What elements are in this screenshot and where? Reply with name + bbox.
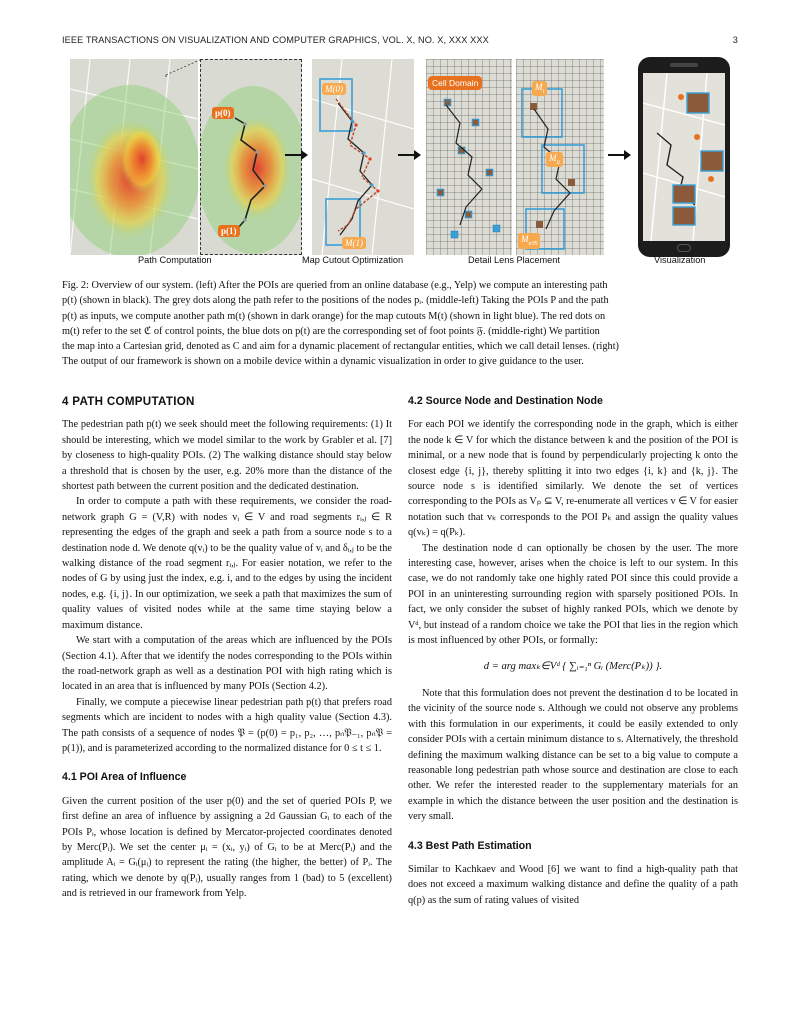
subsection-heading-source-destination: 4.2 Source Node and Destination Node (408, 395, 603, 407)
phone-visualization-image (643, 73, 725, 241)
tag-mnm: $M_{n𝔐}$ (518, 233, 540, 249)
label-visualization: Visualization (654, 255, 706, 265)
paragraph-requirements: The pedestrian path p(t) we seek should meet the following requirements: (1) It should be interesting, which we model similar to the work by Grabler et al. [7] by closeness to high-quality POIs. (2) The walking distance should stay below a threshold that is chosen by the user, e.g. 20% more than the distance of the shortest path between the current position and the dedicated destination. (62, 419, 392, 493)
tag-mnm-letter: M (521, 234, 529, 244)
paragraph-corresponding-node: For each POI we identify the corresponding node in the graph, which is either the node k ∈ V for which the distance between k and the position of the POI is minimal, or a new node that is found by perpendicularly projecting k onto the closest edge {i, j}, thereby splitting it into two edges {i, k} and {k, j}. The source node s is identified similarly. We denote the set of vertices corresponding to the POIs as Vₚ ⊆ V, re-enumerate all vertices v ∈ V for easier notation such that vₖ corresponds to the POI Pₖ and assign the quality values q(vₖ) = q(Pₖ). (408, 419, 738, 539)
caption-line-2: p(t) (shown in black). The grey dots along the path refer to the positions of the nodes pᵢ. (middle-left) Taking the POIs P and the path (62, 295, 609, 307)
equation-destination: d = arg maxₖ∈Vᵈ { ∑ᵢ₌₁ⁿ Gᵢ (Merc(Pₖ)) }. (483, 660, 663, 672)
tag-m1: M(1) (342, 237, 366, 249)
flow-arrow-3 (608, 149, 632, 161)
overview-figure (66, 57, 736, 269)
tag-mii-letter: M (549, 153, 557, 163)
paragraph-areas-influence: We start with a computation of the areas which are influenced by the POIs (Section 4.1). After that we identify the nodes corresponding to the POIs within the road-network graph as well as a destination POI with high rating which is located in an area that is influenced by many POIs (Section 4.2). (62, 635, 392, 693)
subsection-heading-best-path: 4.3 Best Path Estimation (408, 839, 532, 852)
section-heading-path-computation: 4 PATH COMPUTATION (62, 395, 195, 408)
running-head (62, 35, 738, 49)
journal-title: IEEE TRANSACTIONS ON VISUALIZATION AND COMPUTER GRAPHICS, VOL. X, NO. X, XXX XXX (62, 35, 489, 45)
flow-arrow-1 (285, 149, 309, 161)
right-column (408, 394, 738, 908)
label-map-cutout: Map Cutout Optimization (302, 255, 404, 265)
left-column (62, 394, 392, 902)
label-path-computation: Path Computation (138, 255, 212, 265)
caption-line-5: the map into a Cartesian grid, denoted as C and aim for a dynamic placement of rectangular entities, which we call detail lenses. (right) (62, 341, 619, 353)
subsection-heading-poi-area: 4.1 POI Area of Influence (62, 771, 187, 784)
tag-mi: $M_i$ (532, 81, 547, 96)
label-detail-lens: Detail Lens Placement (468, 255, 560, 265)
zoom-indicator-lines (70, 57, 204, 79)
phone-mockup (638, 57, 730, 257)
caption-line-3: p(t) as inputs, we compute another path m(t) (shown in dark orange) for the map cutouts M(t) (shown in light blue). The red dots on (62, 310, 606, 322)
paragraph-best-path: Similar to Kachkaev and Wood [6] we want to find a high-quality path that does not exceed a maximum walking distance and define the quality of a path q(p) as the sum of rating values of visited (408, 863, 738, 906)
figure-caption (62, 278, 738, 370)
caption-line-1: Fig. 2: Overview of our system. (left) After the POIs are queried from an online database (e.g., Yelp) we compute an interesting path (62, 280, 608, 291)
heatmap-panel (70, 59, 198, 255)
tag-p1: p(1) (218, 225, 240, 237)
paragraph-piecewise-path: Finally, we compute a piecewise linear pedestrian path p(t) that prefers road segments which are incident to nodes with a high quality value (Section 4.3). The path consists of a sequence of nodes 𝔓 = (p(0) = p₁, p₂, …, pₙ𝔓₋₁, pₙ𝔓 = p(1)), and is parameterized according to the normalized distance for 0 ≤ t ≤ 1. (62, 696, 392, 754)
tag-mii: $M_{ii}$ (546, 152, 563, 167)
page-number: 3 (732, 35, 738, 45)
phone-speaker (670, 63, 698, 67)
paragraph-road-network: In order to compute a path with these requirements, we consider the road-network graph G = (V,R) with nodes vᵢ ∈ V and road segments rᵢ,ⱼ ∈ R representing the edges of the graph and seek a path from a source node s to a destination node d. We denote q(vᵢ) to be the quality value of vᵢ and δᵢ,ⱼ to be the walking distance of the road segment rᵢ,ⱼ. For easier notation, we refer to the nodes of G by using just the index, e.g. i, and to the edges by using the incident nodes, e.g. {i, j}. In our optimization, we seek a path that maximizes the sum of quality values of visited nodes while at the same time staying below a maximum distance. (62, 496, 392, 631)
paragraph-formulation-note: Note that this formulation does not prevent the destination d to be located in the vicinity of the source node s. Although we could not observe any problems with this formulation in our experiments, it could be easily extended to only consider POIs with a certain minimum distance to s. Alternatively, the threshold defining the maximum walking distance can be set to a big value to compute a reasonable long pedestrian path whose source and destination are close to each other. We refer the interested reader to the supplementary materials for an example in which the distance between the user position and the destination is very small. (408, 687, 738, 823)
tag-mi-letter: M (535, 82, 543, 92)
paragraph-gaussian: Given the current position of the user p(0) and the set of queried POIs P, we first define an area of influence by assigning a 2d Gaussian Gᵢ to each of the POIs Pᵢ, whose location is defined by Mercator-projected coordinates denoted by Merc(Pᵢ). We set the center μᵢ = (xᵢ, yᵢ) of Gᵢ to be at Merc(Pᵢ) and the amplitude Aᵢ = Gᵢ(μᵢ) to represent the rating (the higher, the better) of Pᵢ. The rating, which we denote by q(Pᵢ), usually ranges from 1 (bad) to 5 (excellent) and is retrieved in our framework from Yelp. (62, 795, 392, 900)
phone-screen (643, 73, 725, 241)
tag-m0: M(0) (322, 83, 346, 95)
caption-line-6: The output of our framework is shown on a mobile device within a dynamic visualization in order to give guidance to the user. (62, 356, 584, 368)
flow-arrow-2 (398, 149, 422, 161)
tag-p0: p(0) (212, 107, 234, 119)
caption-line-4: m(t) refer to the set ℭ of control points, the blue dots on p(t) are the corresponding set of foot points 𝔉. (middle-right) We partition (62, 325, 600, 337)
tag-cell-domain: Cell Domain (428, 76, 482, 90)
heatmap-map-image (70, 59, 198, 255)
paragraph-destination-node: The destination node d can optionally be chosen by the user. The more interesting case, however, arises when the choice is left to our system. In this case, we do not randomly take one highly rated POI since this could provide a POI in an uninteresting surrounding region with sparsely positioned POIs. In fact, we only consider the subset of highly ranked POIs, which we denote by Vᵈ, but instead of a random choice we take the POI that lies in the region which is most influenced by other POIs, or formally: (408, 542, 738, 647)
phone-home-button (677, 244, 691, 252)
